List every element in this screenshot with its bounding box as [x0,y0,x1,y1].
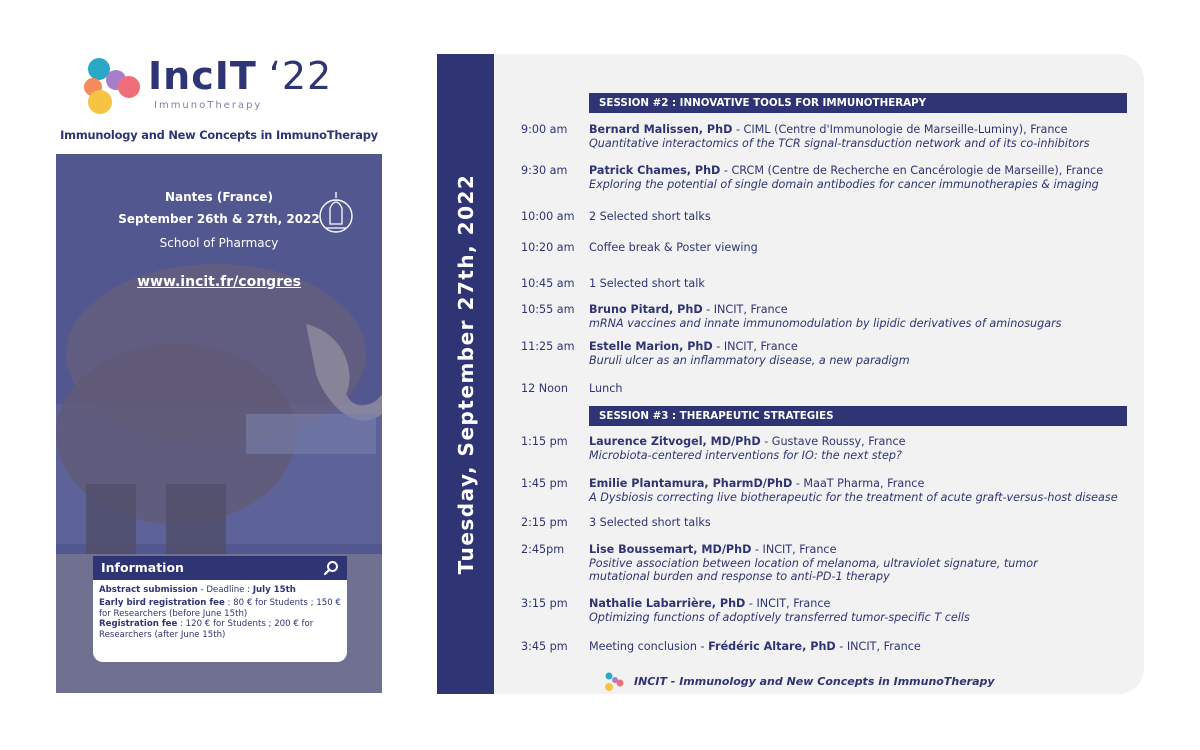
congress-url-link[interactable]: www.incit.fr/congres [137,274,301,290]
poster-image [56,154,382,693]
session-3-header: SESSION #3 : THERAPEUTIC STRATEGIES [589,406,1127,426]
logo-subtitle: ImmunoTherapy [154,100,263,111]
mini-logo-icon [604,672,624,692]
tagline: Immunology and New Concepts in ImmunoTherapy [60,128,378,142]
information-header: Information [93,556,347,580]
information-card [93,556,347,662]
abstract-submission: Abstract submission - Deadline : July 15th [99,585,296,595]
day-title: Tuesday, September 27th, 2022 [453,173,478,575]
footer-text: INCIT - Immunology and New Concepts in ImmunoTherapy [634,675,995,688]
search-icon[interactable] [323,560,339,576]
early-bird-fee: Early bird registration fee : 80 € for Students ; 150 € for Researchers (before June 15th) Registration fee : 120 € for Students ; 200 € for Researchers (after June 15th) [99,598,341,640]
poster-venue: School of Pharmacy [159,236,279,250]
session-2-header: SESSION #2 : INNOVATIVE TOOLS FOR IMMUNOTHERAPY [589,93,1127,113]
university-crest-icon [318,188,354,236]
poster-city: Nantes (France) [164,190,274,204]
logo-brand: IncIT ‘22 [148,54,333,98]
incit-logo [84,54,354,118]
day-sidebar [437,54,494,694]
footer [604,672,1024,694]
logo-blobs-icon [84,56,140,114]
information-body [93,580,347,648]
poster-dates: September 26th & 27th, 2022 [118,212,320,226]
